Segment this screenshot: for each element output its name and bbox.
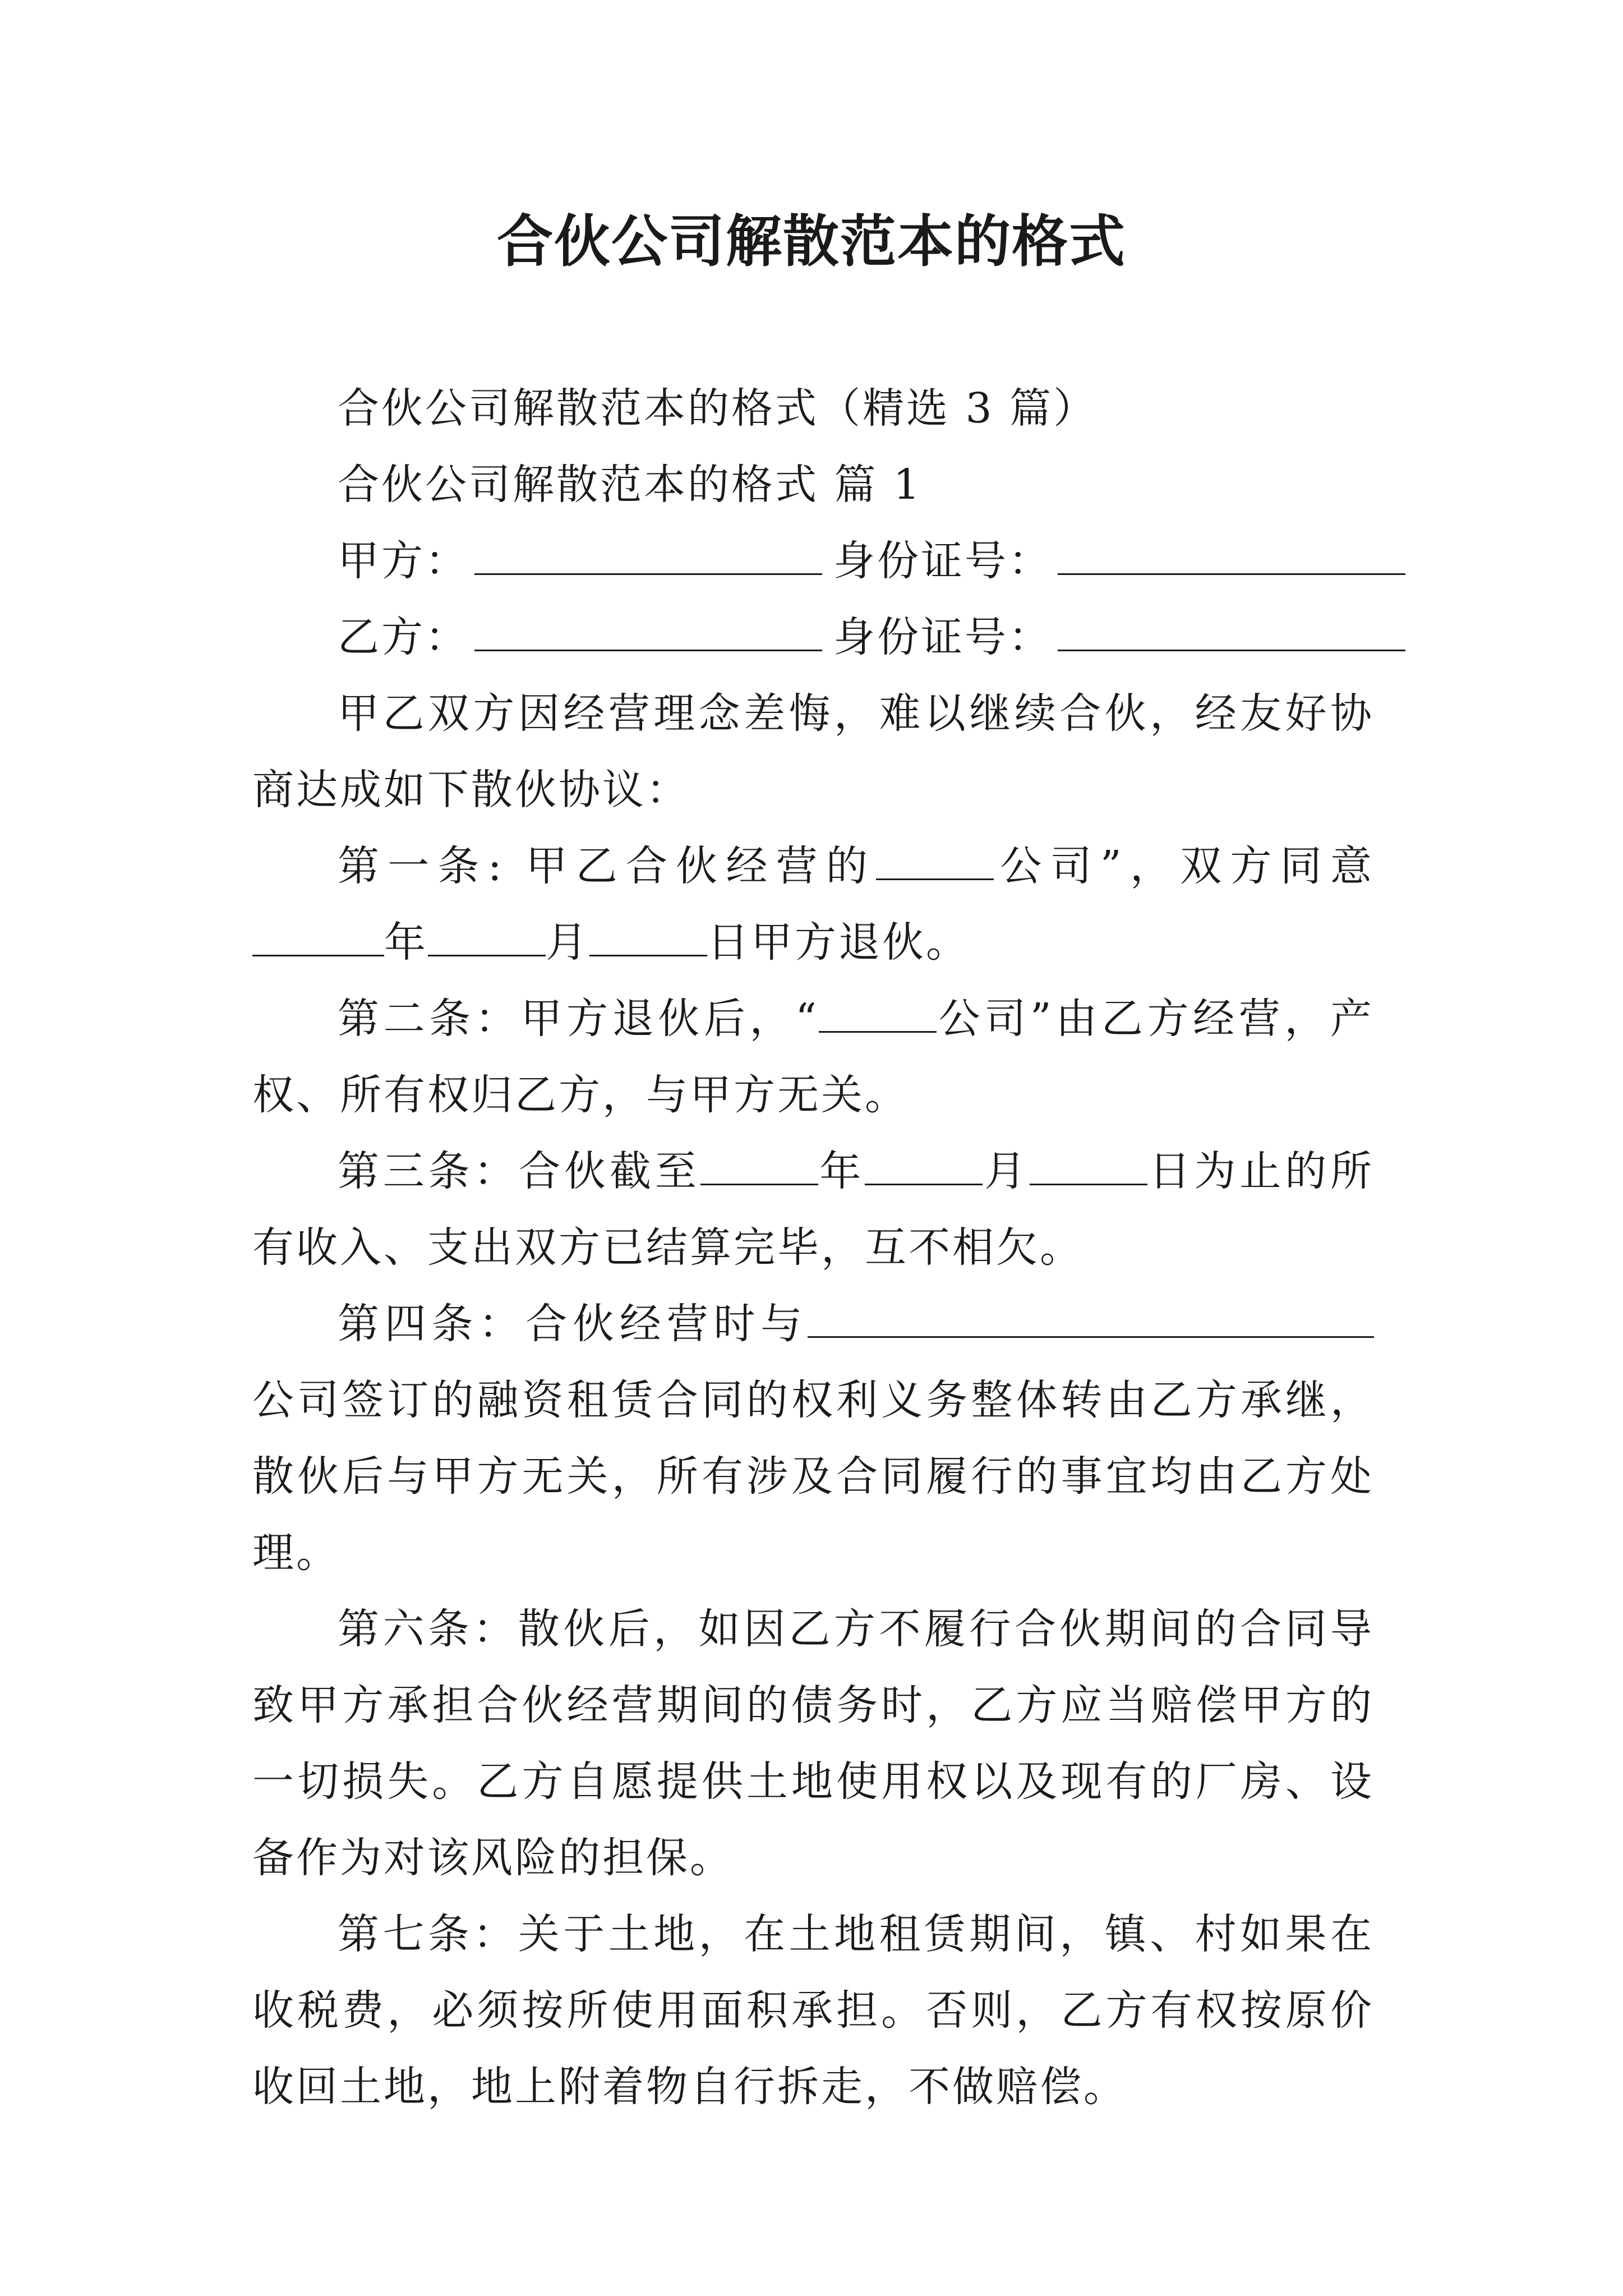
intro-paragraph: 甲乙双方因经营理念差悔，难以继续合伙，经友好协商达成如下散伙协议：: [252, 689, 1374, 814]
article-3-text-1: 第三条：合伙截至: [338, 1147, 700, 1195]
day-blank: [1030, 1144, 1147, 1185]
article-1-text-2: 公司”，双方同意: [994, 842, 1374, 890]
day-blank: [589, 915, 707, 956]
article-2-text-2: 公司”由乙方经营，产权、所有权归乙方，与甲方无关。: [252, 995, 1374, 1119]
company-name-blank: [819, 992, 937, 1033]
party-b-label: 乙方：: [338, 613, 469, 661]
article-3-text-3: 月: [983, 1147, 1030, 1195]
party-b-line: [252, 599, 1374, 675]
article-1: [252, 828, 1374, 981]
party-b-name-blank: [474, 610, 822, 651]
month-blank: [865, 1144, 983, 1185]
article-3-text-4: 日为止的所有收入、支出双方已结算完毕，互不相欠。: [252, 1147, 1375, 1272]
article-4: [252, 1286, 1374, 1591]
party-a-name-blank: [474, 534, 822, 575]
month-blank: [428, 915, 546, 956]
document-title: 合伙公司解散范本的格式: [497, 208, 1126, 274]
partner-company-blank: [808, 1297, 1374, 1338]
article-4-text-2: 公司签订的融资租赁合同的权利义务整体转由乙方承继，散伙后与甲方无关，所有涉及合同履行的事宜均由乙方处理。: [252, 1376, 1374, 1577]
article-3-text-2: 年: [818, 1147, 865, 1195]
party-a-id-label: 身份证号：: [833, 537, 1052, 585]
article-2-text-1: 第二条：甲方退伙后，“: [338, 995, 819, 1043]
article-6: 第六条：散伙后，如因乙方不履行合伙期间的合同导致甲方承担合伙经营期间的债务时，乙方应当赔偿甲方的一切损失。乙方自愿提供土地使用权以及现有的厂房、设备作为对该风险的担保。: [252, 1605, 1374, 1882]
company-name-blank: [876, 839, 994, 880]
party-a-label: 甲方：: [338, 537, 469, 585]
article-1-text-4: 月: [546, 918, 589, 967]
party-b-id-blank: [1058, 610, 1405, 651]
party-a-id-blank: [1058, 534, 1405, 575]
article-4-text-1: 第四条：合伙经营时与: [338, 1300, 808, 1348]
article-7: 第七条：关于土地，在土地租赁期间，镇、村如果在收税费，必须按所使用面积承担。否则，乙方有权按原价收回土地，地上附着物自行拆走，不做赔偿。: [252, 1910, 1374, 2111]
article-1-text-3: 年: [384, 918, 428, 967]
document-subtitle: 合伙公司解散范本的格式（精选 3 篇）: [338, 384, 1098, 432]
document-body: [252, 370, 1374, 2125]
year-blank: [252, 915, 384, 956]
article-3: [252, 1133, 1374, 1286]
party-b-id-label: 身份证号：: [833, 613, 1052, 661]
article-1-text-5: 日甲方退伙。: [707, 918, 970, 967]
year-blank: [700, 1144, 818, 1185]
party-a-line: [252, 523, 1374, 599]
section-heading: 合伙公司解散范本的格式 篇 1: [338, 461, 923, 509]
article-2: [252, 981, 1374, 1133]
article-1-text-1: 第一条: 甲乙合伙经营的: [338, 842, 877, 890]
